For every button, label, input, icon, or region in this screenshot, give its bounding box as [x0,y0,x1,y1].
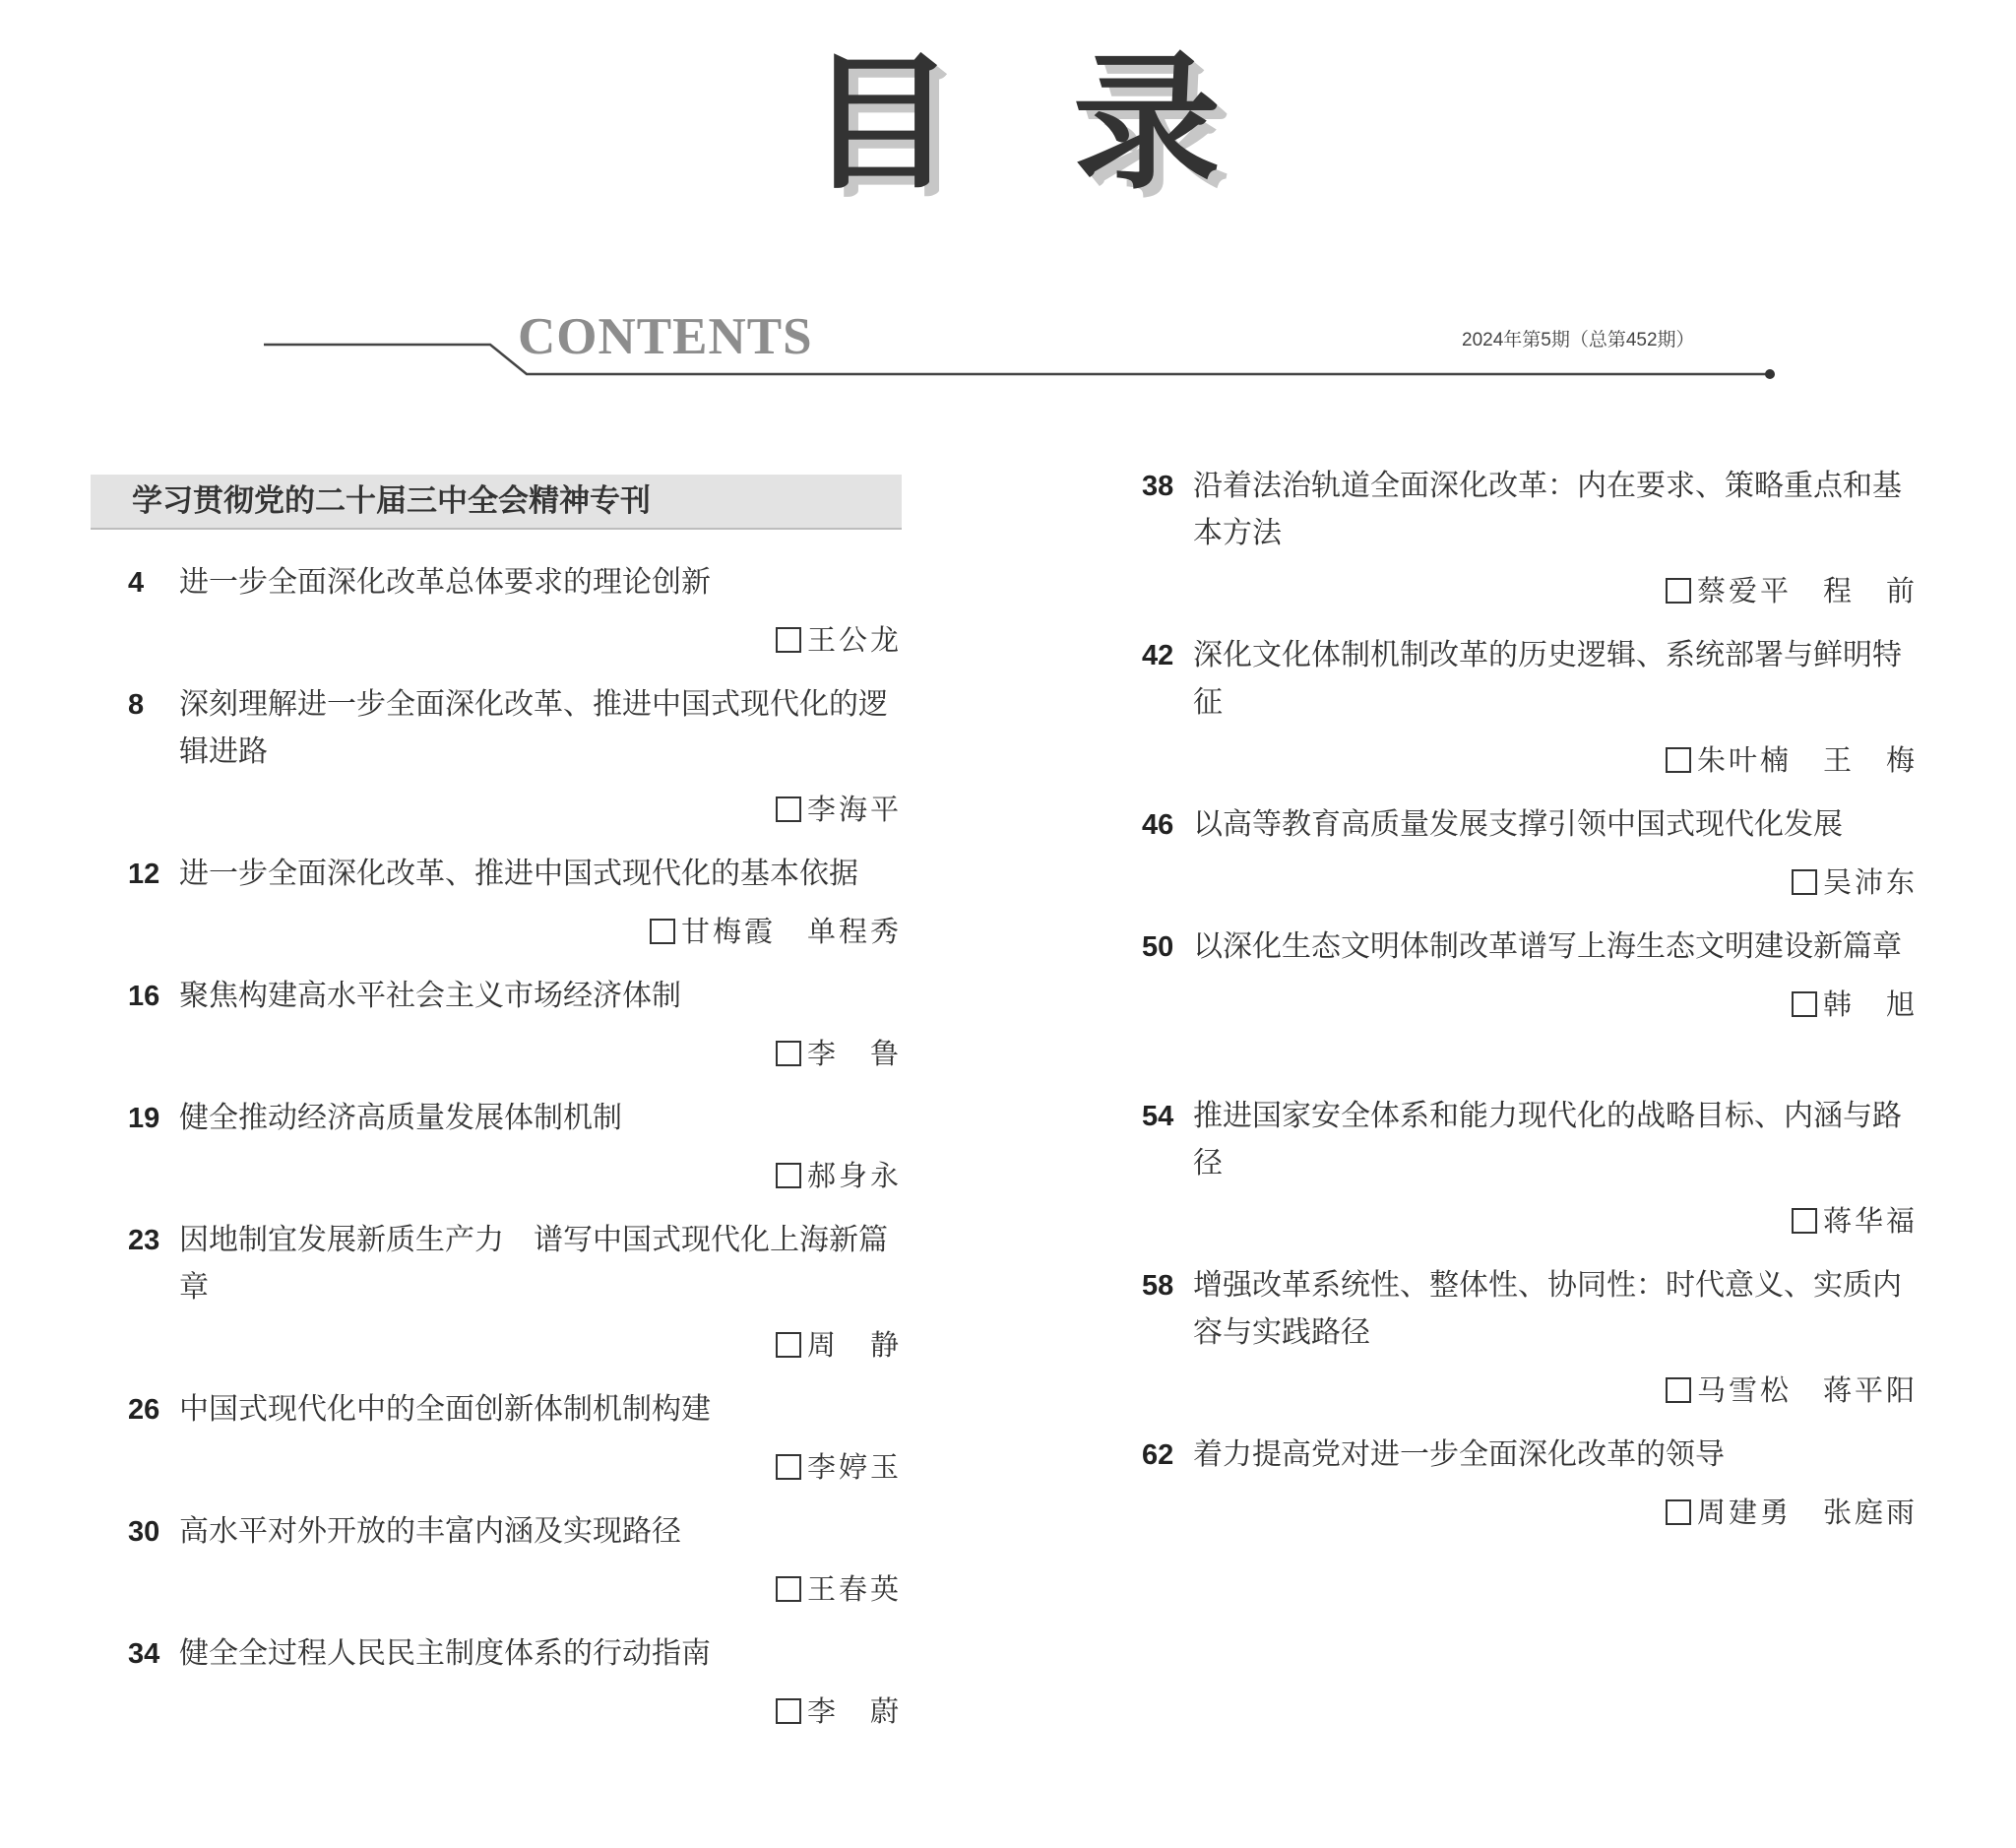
author-name: 周建勇 张庭雨 [1696,1496,1918,1529]
author-line [1142,1489,1918,1536]
section-title: 学习贯彻党的二十届三中全会精神专刊 [132,483,651,519]
article-title[interactable]: 以高等教育高质量发展支撑引领中国式现代化发展 [1193,807,1843,842]
toc-entry[interactable] [128,681,902,851]
toc-entry[interactable] [1142,1093,1918,1262]
toc-entry[interactable] [1142,1432,1918,1554]
author-line [128,1688,902,1735]
square-bullet-icon [776,797,801,822]
article-title[interactable]: 健全推动经济高质量发展体制机制 [179,1101,622,1135]
author-name: 王公龙 [806,623,902,657]
page-number: 12 [128,859,160,890]
author-line [1142,567,1918,614]
article-title[interactable]: 进一步全面深化改革总体要求的理论创新 [179,565,711,600]
toc-entry[interactable] [128,559,902,681]
square-bullet-icon [776,1163,801,1188]
toc-entry[interactable] [128,1508,902,1630]
page-number: 50 [1142,931,1174,963]
author-name: 郝身永 [806,1159,902,1192]
page-number: 8 [128,689,145,721]
author-name: 吴沛东 [1822,865,1918,899]
author-name: 甘梅霞 单程秀 [680,915,902,948]
header-rule [0,295,2016,384]
author-name: 蒋华福 [1822,1204,1918,1238]
square-bullet-icon [1792,869,1817,895]
page-number: 30 [128,1516,160,1548]
article-title[interactable]: 增强改革系统性、整体性、协同性：时代意义、实质内容与实践路径 [1193,1268,1902,1350]
author-name: 韩 旭 [1822,988,1918,1021]
page-number: 54 [1142,1101,1174,1132]
author-name: 马雪松 蒋平阳 [1696,1373,1918,1407]
author-line [128,908,902,955]
author-line [1142,1197,1918,1244]
toc-entry[interactable] [1142,632,1918,801]
square-bullet-icon [650,919,675,944]
issue-number: 2024年第5期（总第452期） [1462,330,1695,350]
page-number: 42 [1142,640,1174,671]
page-number: 46 [1142,809,1174,841]
toc-entry[interactable] [128,1217,902,1386]
square-bullet-icon [1792,1208,1817,1234]
contents-label: CONTENTS [518,308,813,365]
author-name: 李 蔚 [806,1694,902,1728]
toc-entry[interactable] [1142,924,1918,1093]
author-line [1142,859,1918,906]
article-title[interactable]: 高水平对外开放的丰富内涵及实现路径 [179,1514,681,1549]
author-line [128,1030,902,1077]
author-line [128,1565,902,1613]
author-line [1142,981,1918,1028]
author-name: 李 鲁 [806,1037,902,1070]
author-name: 李海平 [806,793,902,826]
author-line [1142,1367,1918,1414]
page-number: 23 [128,1225,160,1256]
square-bullet-icon [776,1698,801,1724]
author-name: 王春英 [806,1572,902,1606]
author-name: 蔡爱平 程 前 [1696,574,1918,607]
author-name: 李婷玉 [806,1450,902,1484]
article-title[interactable]: 沿着法治轨道全面深化改革：内在要求、策略重点和基本方法 [1193,469,1902,550]
author-line [1142,736,1918,784]
article-title[interactable]: 因地制宜发展新质生产力 谱写中国式现代化上海新篇章 [179,1223,888,1305]
square-bullet-icon [776,627,801,653]
toc-entry[interactable] [128,851,902,973]
author-name: 朱叶楠 王 梅 [1696,743,1918,777]
toc-right-column [1142,463,1918,1554]
square-bullet-icon [1666,578,1691,604]
toc-entry[interactable] [128,973,902,1095]
page-number: 19 [128,1103,160,1134]
toc-left-column [128,559,902,1752]
article-title[interactable]: 深刻理解进一步全面深化改革、推进中国式现代化的逻辑进路 [179,687,888,769]
page-number: 38 [1142,471,1174,502]
title-char-2: 录 [1072,36,1221,210]
page-number: 34 [128,1638,160,1670]
square-bullet-icon [776,1041,801,1066]
page-number: 4 [128,567,145,599]
page-number: 16 [128,981,160,1012]
author-line [128,616,902,664]
author-line [128,1443,902,1491]
page-number: 62 [1142,1439,1174,1471]
title-char-1: 目 [807,36,956,210]
toc-entry[interactable] [128,1095,902,1217]
author-line [128,786,902,833]
toc-entry[interactable] [1142,1262,1918,1432]
section-banner [91,475,902,530]
square-bullet-icon [1666,1499,1691,1525]
article-title[interactable]: 健全全过程人民民主制度体系的行动指南 [179,1636,711,1671]
article-title[interactable]: 以深化生态文明体制改革谱写上海生态文明建设新篇章 [1193,929,1902,964]
square-bullet-icon [1792,991,1817,1017]
toc-entry[interactable] [128,1630,902,1752]
author-line [128,1321,902,1369]
article-title[interactable]: 推进国家安全体系和能力现代化的战略目标、内涵与路径 [1193,1099,1902,1180]
square-bullet-icon [776,1576,801,1602]
page-number: 58 [1142,1270,1174,1302]
square-bullet-icon [776,1332,801,1358]
article-title[interactable]: 深化文化体制机制改革的历史逻辑、系统部署与鲜明特征 [1193,638,1902,720]
article-title[interactable]: 聚焦构建高水平社会主义市场经济体制 [179,979,681,1013]
toc-entry[interactable] [128,1386,902,1508]
page-title [807,36,1221,210]
square-bullet-icon [776,1454,801,1480]
square-bullet-icon [1666,747,1691,773]
article-title[interactable]: 着力提高党对进一步全面深化改革的领导 [1193,1437,1725,1472]
toc-entry[interactable] [1142,463,1918,632]
page-number: 26 [128,1394,160,1426]
author-line [128,1152,902,1199]
article-title[interactable]: 进一步全面深化改革、推进中国式现代化的基本依据 [179,857,858,891]
author-name: 周 静 [806,1328,902,1362]
toc-entry[interactable] [1142,801,1918,924]
article-title[interactable]: 中国式现代化中的全面创新体制机制构建 [179,1392,711,1427]
square-bullet-icon [1666,1377,1691,1403]
rule-end-dot [1765,369,1775,379]
